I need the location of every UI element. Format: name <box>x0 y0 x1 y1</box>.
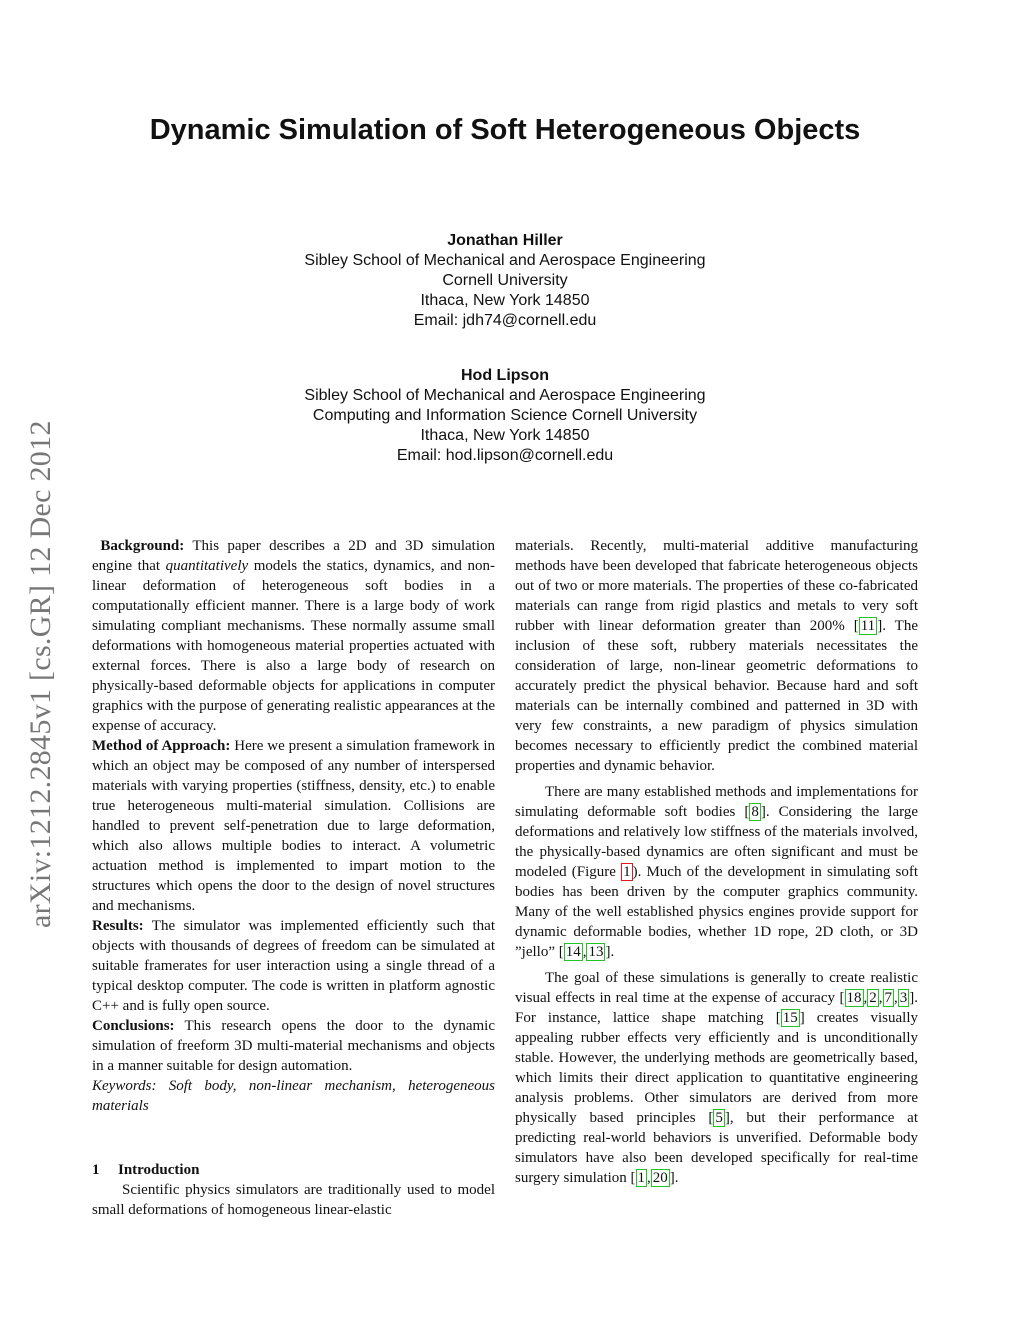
intro-paragraph-1-end: materials. Recently, multi-material additive manufacturing methods have been developed that fabricate heterogeneous objects out of two or more materials. The properties of these co-fabricated materials can range from rigid plastics and metals to very soft rubber with linear deformation greater than 200% [ 11 ]. The inclusion of these soft, rubbery materials necessitates the consideration of large, non-linear geometric deformations to accurately predict the physical behavior. Because hard and soft materials can be internally combined and patterned in 3D with very few constraints, a new paradigm of physics simulation becomes necessary to efficiently predict the combined material properties and dynamic behavior. <box>515 538 918 774</box>
right-column <box>515 536 918 1188</box>
intro-paragraph-3: The goal of these simulations is generally to create realistic visual effects in real time at the expense of accuracy [ 18 , 2 , 7 , 3 ]. For instance, lattice shape matching [ 15 ] creates visually appealing rubber effects very efficiently and is unconditionally stable. However, the underlying methods are geometrically based, which limits their direct application to quantitative engineering analysis problems. Other simulators are derived from more physically based principles [ 5 ], but their performance at predicting real-world behaviors is unverified. Deformable body simulators have also been developed specifically for real-time surgery simulation [ 1 , 20 ]. <box>515 970 919 1186</box>
background-emphasis: quantitatively <box>165 558 249 574</box>
citation-link[interactable]: 18 <box>846 990 862 1006</box>
body-text: , but their performance at predicting real-world behaviors is unverified. Deformable body simulators have also been developed specifically for real-time surgery simulation <box>515 1110 919 1186</box>
abstract-conclusions <box>92 1016 495 1076</box>
arxiv-stamp: arXiv:1212.2845v1 [cs.GR] 12 Dec 2012 <box>24 420 57 928</box>
author-name: Jonathan Hiller <box>447 232 563 249</box>
affiliation-line: Cornell University <box>442 272 568 289</box>
intro-paragraph-1-start: Scientific physics simulators are traditionally used to model small deformations of homogeneous linear-elastic <box>92 1182 495 1218</box>
citation-link[interactable]: 1 <box>637 1170 646 1186</box>
intro-paragraph-2: There are many established methods and implementations for simulating deformable soft bodies [ 8 ]. Considering the large deformations and relatively low stiffness of the materials involved, the physically-based dynamics are often significant and must be modeled (Figure 1 ). Much of the development in simulating soft bodies has been driven by the computer graphics community. Many of the well established physics engines provide support for dynamic deformable bodies, whether 1D rope, 2D cloth, or 3D ”jello” [ 14 , 13 ]. <box>515 784 919 960</box>
author-email[interactable]: Email: jdh74@cornell.edu <box>413 312 597 329</box>
body-text: . For instance, lattice shape matching <box>515 990 919 1026</box>
results-text: The simulator was implemented efficiently such that objects with thousands of degrees of freedom can be simulated at suitable framerates for user interaction using a single thread of a typical desktop computer. The code is written in platform agnostic C++ and is fully open source. <box>92 918 495 1014</box>
citation-link[interactable]: 3 <box>899 990 908 1006</box>
citation-link[interactable]: 11 <box>860 618 876 634</box>
body-text: creates visually appealing rubber effects very efficiently and is unconditionally stable. However, the underlying methods are geometrically based, which limits their direct application to quantitative engineering analysis problems. Other simulators are derived from more physically based principles <box>515 1010 918 1126</box>
background-label: Background: <box>100 538 185 554</box>
body-text: The goal of these simulations is generally to create realistic visual effects in real time at the expense of accuracy <box>515 970 918 1006</box>
body-text: ). Much of the development in simulating soft bodies has been driven by the computer graphics community. Many of the well established physics engines provide support for dynamic deformable bodies, whether 1D rope, 2D cloth, or 3D ”jello” <box>515 864 919 960</box>
background-text: models the statics, dynamics, and non-linear deformation of heterogeneous soft bodies in a computationally efficient manner. There is a large body of work simulating compliant mechanisms. These normally assume small deformations with homogeneous material properties actuated with external forces. There is also a large body of research on physically-based deformable objects for applications in computer graphics with the purpose of generating realistic appearances at the expense of accuracy. <box>92 558 495 734</box>
affiliation-line: Sibley School of Mechanical and Aerospace Engineering <box>304 387 706 404</box>
abstract-method <box>92 736 495 916</box>
body-text: . <box>610 944 615 960</box>
citation-link[interactable]: 7 <box>884 990 893 1006</box>
affiliation-line: Ithaca, New York 14850 <box>420 427 590 444</box>
citation-link[interactable]: 5 <box>715 1110 723 1126</box>
section-number: 1 <box>92 1162 100 1178</box>
figure-reference-link[interactable]: 1 <box>623 864 631 880</box>
author-block-1 <box>0 231 1010 331</box>
abstract-results <box>92 916 495 1016</box>
body-text: . The inclusion of these soft, rubbery materials necessitates the consideration of large, non-linear geometric deformations to accurately predict the physical behavior. Because hard and soft materials can be internally combined and patterned in 3D with very few constraints, a new paradigm of physics simulation becomes necessary to efficiently predict the combined material properties and dynamic behavior. <box>515 618 918 774</box>
paper-title: Dynamic Simulation of Soft Heterogeneous Objects <box>149 114 861 146</box>
citation-link[interactable]: 13 <box>588 944 604 960</box>
author-block-2 <box>0 366 1010 466</box>
body-text: . Considering the large deformations and relatively low stiffness of the materials involved, the physically-based dynamics are often significant and must be modeled (Figure <box>515 804 918 880</box>
method-text: Here we present a simulation framework in which an object may be composed of any number of interspersed materials with varying properties (stiffness, density, etc.) to enable true heterogeneous multi-material simulation. Collisions are handled to prevent self-penetration due to large deformation, which also allows multiple bodies to interact. A volumetric actuation method is implemented to impart motion to the structures which opens the door to the design of novel structures and mechanisms. <box>92 738 495 914</box>
section-heading-introduction <box>92 1160 495 1180</box>
body-text: materials. Recently, multi-material additive manufacturing methods have been developed that fabricate heterogeneous objects out of two or more materials. The properties of these co-fabricated materials can range from rigid plastics and metals to very soft rubber with linear deformation greater than 200% <box>515 538 918 634</box>
body-text: There are many established methods and implementations for simulating deformable soft bodies <box>515 784 918 820</box>
body-text: . <box>674 1170 679 1186</box>
results-label: Results: <box>92 918 144 934</box>
conclusions-label: Conclusions: <box>92 1018 175 1034</box>
conclusions-text: This research opens the door to the dynamic simulation of freeform 3D multi-material mechanisms and objects in a manner suitable for design automation. <box>92 1018 495 1074</box>
section-title: Introduction <box>118 1162 200 1178</box>
citation-link[interactable]: 2 <box>869 990 877 1006</box>
keywords: Keywords: Soft body, non-linear mechanism, heterogeneous materials <box>92 1078 495 1114</box>
citation-link[interactable]: 20 <box>652 1170 668 1186</box>
author-name: Hod Lipson <box>461 367 549 384</box>
abstract-background <box>92 536 495 736</box>
citation-link[interactable]: 8 <box>751 804 759 820</box>
affiliation-line: Sibley School of Mechanical and Aerospace Engineering <box>304 252 706 269</box>
affiliation-line: Ithaca, New York 14850 <box>420 292 590 309</box>
author-email[interactable]: Email: hod.lipson@cornell.edu <box>396 447 614 464</box>
background-text: This paper describes a 2D and 3D simulation engine that <box>92 538 495 574</box>
citation-link[interactable]: 14 <box>565 944 581 960</box>
left-column <box>92 536 495 1220</box>
affiliation-line: Computing and Information Science Cornell University <box>312 407 698 424</box>
citation-link[interactable]: 15 <box>782 1010 798 1026</box>
method-label: Method of Approach: <box>92 738 231 754</box>
